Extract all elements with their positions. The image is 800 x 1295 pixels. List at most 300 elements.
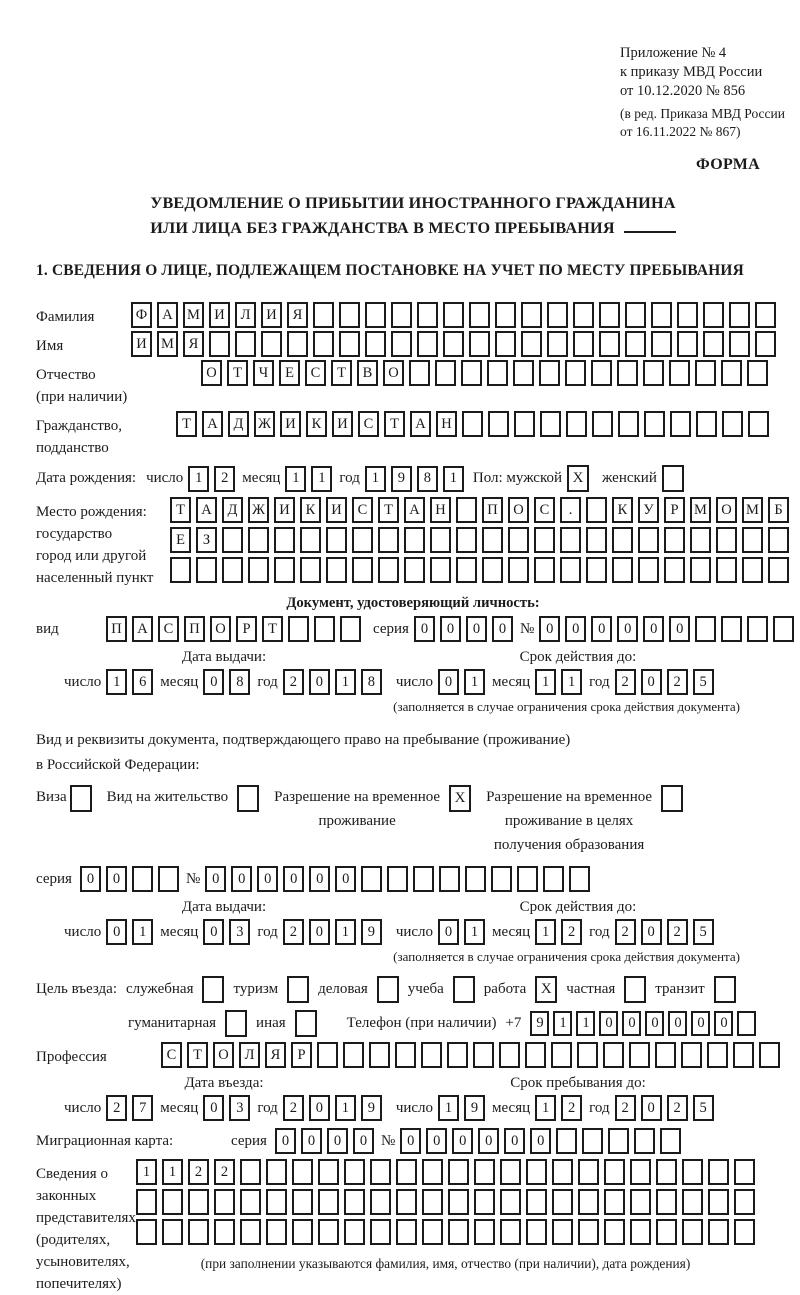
char-box bbox=[300, 527, 321, 553]
char-box: 0 bbox=[400, 1128, 421, 1154]
doc-number-boxes bbox=[539, 616, 794, 642]
option-visa-label: Виза bbox=[36, 789, 67, 805]
day-label: число bbox=[395, 673, 434, 690]
citizenship-label-line1: Гражданство, bbox=[36, 418, 123, 434]
char-box: М bbox=[742, 497, 763, 523]
char-box: И bbox=[280, 411, 301, 437]
char-box: 0 bbox=[106, 919, 127, 945]
char-box: 1 bbox=[106, 669, 127, 695]
option-education-line2: проживание в целях bbox=[504, 813, 634, 829]
issue-month-boxes bbox=[203, 919, 250, 945]
char-box: 8 bbox=[229, 669, 250, 695]
issue-date-caption: Дата выдачи: bbox=[181, 899, 267, 915]
expiry-date-caption: Срок действия до: bbox=[519, 899, 637, 915]
char-box bbox=[500, 1219, 521, 1245]
char-box: 0 bbox=[80, 866, 101, 892]
char-box bbox=[202, 976, 224, 1003]
char-box bbox=[136, 1189, 157, 1215]
year-label: год bbox=[589, 1099, 610, 1116]
option-temp-residence-education bbox=[486, 785, 683, 857]
char-box bbox=[443, 302, 464, 328]
char-box bbox=[313, 331, 334, 357]
char-box: 0 bbox=[203, 669, 224, 695]
expiry-note: (заполняется в случае ограничения срока действия документа) bbox=[393, 949, 740, 964]
birthplace-boxes bbox=[170, 497, 789, 583]
char-box bbox=[695, 616, 716, 642]
expiry-day-boxes bbox=[438, 669, 485, 695]
char-box bbox=[326, 557, 347, 583]
form-title bbox=[36, 191, 790, 241]
doc-series-boxes bbox=[414, 616, 513, 642]
doc-kind-boxes bbox=[106, 616, 361, 642]
char-box: 9 bbox=[391, 466, 412, 492]
day-label: число bbox=[395, 1099, 434, 1116]
char-box bbox=[188, 1219, 209, 1245]
char-box bbox=[443, 331, 464, 357]
char-box bbox=[158, 866, 179, 892]
char-box: 2 bbox=[561, 919, 582, 945]
char-box bbox=[248, 557, 269, 583]
char-box: С bbox=[352, 497, 373, 523]
residence-doc-options bbox=[36, 785, 790, 857]
char-box bbox=[737, 1011, 756, 1036]
char-box: 2 bbox=[106, 1095, 127, 1121]
char-box bbox=[421, 1042, 442, 1068]
char-box bbox=[225, 1010, 247, 1037]
char-box bbox=[543, 866, 564, 892]
char-box bbox=[344, 1189, 365, 1215]
char-box: Т bbox=[187, 1042, 208, 1068]
char-box: У bbox=[638, 497, 659, 523]
char-box bbox=[339, 302, 360, 328]
char-box: 1 bbox=[553, 1011, 572, 1036]
char-box: 9 bbox=[361, 919, 382, 945]
option-education-line1: Разрешение на временное bbox=[486, 789, 653, 805]
char-box: 6 bbox=[132, 669, 153, 695]
char-box bbox=[387, 866, 408, 892]
char-box: 0 bbox=[466, 616, 487, 642]
char-box bbox=[430, 527, 451, 553]
profession-boxes bbox=[161, 1042, 780, 1068]
char-box bbox=[661, 785, 683, 812]
char-box: 0 bbox=[478, 1128, 499, 1154]
firstname-label: Имя bbox=[36, 338, 64, 354]
identity-doc-row bbox=[36, 616, 790, 642]
doc-kind-label: вид bbox=[36, 621, 59, 637]
char-box: 5 bbox=[693, 919, 714, 945]
char-box bbox=[248, 527, 269, 553]
char-box bbox=[655, 1042, 676, 1068]
year-label: год bbox=[257, 1099, 278, 1116]
citizenship-label bbox=[36, 411, 176, 459]
char-box bbox=[682, 1189, 703, 1215]
phone-label: Телефон (при наличии) bbox=[346, 1015, 497, 1031]
char-box bbox=[170, 557, 191, 583]
char-box bbox=[540, 411, 561, 437]
char-box bbox=[547, 331, 568, 357]
char-box: 1 bbox=[464, 919, 485, 945]
char-box bbox=[759, 1042, 780, 1068]
representatives-label-line: (родителях, bbox=[36, 1232, 111, 1248]
char-box bbox=[396, 1189, 417, 1215]
residence-doc-intro-line2: в Российской Федерации: bbox=[36, 757, 200, 773]
representatives-label-line: попечителях) bbox=[36, 1276, 122, 1292]
char-box: 0 bbox=[530, 1128, 551, 1154]
char-box bbox=[352, 557, 373, 583]
char-box: И bbox=[332, 411, 353, 437]
char-box bbox=[604, 1219, 625, 1245]
char-box bbox=[742, 557, 763, 583]
char-box: 2 bbox=[188, 1159, 209, 1185]
char-box bbox=[604, 1189, 625, 1215]
char-box: П bbox=[106, 616, 127, 642]
ref-line: к приказу МВД России bbox=[620, 64, 763, 80]
char-box: 0 bbox=[275, 1128, 296, 1154]
char-box: 0 bbox=[617, 616, 638, 642]
char-box: Е bbox=[170, 527, 191, 553]
char-box bbox=[521, 331, 542, 357]
char-box bbox=[513, 360, 534, 386]
char-box bbox=[508, 527, 529, 553]
char-box: 2 bbox=[283, 919, 304, 945]
char-box: 2 bbox=[615, 1095, 636, 1121]
char-box bbox=[469, 302, 490, 328]
char-box: Р bbox=[236, 616, 257, 642]
char-box bbox=[365, 302, 386, 328]
char-box bbox=[326, 527, 347, 553]
char-box: 0 bbox=[335, 866, 356, 892]
char-box: 0 bbox=[452, 1128, 473, 1154]
month-label: месяц bbox=[492, 673, 531, 690]
char-box bbox=[517, 866, 538, 892]
month-label: месяц bbox=[492, 1099, 531, 1116]
char-box: 0 bbox=[106, 866, 127, 892]
option-residence-permit bbox=[107, 785, 259, 812]
char-box: 0 bbox=[309, 866, 330, 892]
char-box bbox=[318, 1219, 339, 1245]
stay-year-boxes bbox=[615, 1095, 714, 1121]
year-label: год bbox=[589, 673, 610, 690]
identity-doc-heading: Документ, удостоверяющий личность: bbox=[286, 595, 540, 611]
char-box: О bbox=[213, 1042, 234, 1068]
char-box bbox=[288, 616, 309, 642]
patronymic-boxes bbox=[201, 360, 768, 386]
char-box: К bbox=[306, 411, 327, 437]
doc-series-label: серия bbox=[373, 620, 409, 637]
char-box: Т bbox=[170, 497, 191, 523]
char-box bbox=[677, 302, 698, 328]
char-box: О bbox=[210, 616, 231, 642]
char-box: 1 bbox=[136, 1159, 157, 1185]
stay-until-group bbox=[396, 1095, 714, 1121]
surname-label: Фамилия bbox=[36, 309, 95, 325]
purpose-study-label: учеба bbox=[407, 981, 444, 997]
phone-boxes bbox=[530, 1011, 756, 1036]
char-box bbox=[670, 411, 691, 437]
year-label: год bbox=[339, 470, 360, 486]
char-box bbox=[132, 866, 153, 892]
char-box bbox=[378, 527, 399, 553]
year-label: год bbox=[589, 923, 610, 940]
char-box: 0 bbox=[309, 1095, 330, 1121]
char-box bbox=[365, 331, 386, 357]
sex-female-checkbox bbox=[662, 465, 684, 492]
char-box bbox=[716, 527, 737, 553]
char-box: А bbox=[410, 411, 431, 437]
purpose-official-label: служебная bbox=[125, 981, 194, 997]
char-box bbox=[340, 616, 361, 642]
char-box bbox=[551, 1042, 572, 1068]
char-box bbox=[499, 1042, 520, 1068]
char-box bbox=[465, 866, 486, 892]
char-box: 0 bbox=[353, 1128, 374, 1154]
char-box bbox=[734, 1189, 755, 1215]
representatives-label-line: законных bbox=[36, 1188, 97, 1204]
char-box: 0 bbox=[438, 919, 459, 945]
issue-date-group bbox=[64, 669, 382, 695]
char-box: 1 bbox=[365, 466, 386, 492]
char-box bbox=[625, 331, 646, 357]
char-box: Б bbox=[768, 497, 789, 523]
purpose-humanitarian-checkbox bbox=[225, 1010, 247, 1037]
char-box bbox=[317, 1042, 338, 1068]
char-box bbox=[521, 302, 542, 328]
char-box: Я bbox=[265, 1042, 286, 1068]
char-box bbox=[339, 331, 360, 357]
char-box: И bbox=[131, 331, 152, 357]
char-box bbox=[162, 1219, 183, 1245]
char-box: Т bbox=[384, 411, 405, 437]
birth-month-boxes bbox=[285, 466, 332, 492]
representatives-label-line: усыновителях, bbox=[36, 1254, 130, 1270]
char-box bbox=[729, 302, 750, 328]
char-box bbox=[456, 497, 477, 523]
char-box: И bbox=[326, 497, 347, 523]
citizenship-boxes bbox=[176, 411, 769, 437]
surname-boxes bbox=[131, 302, 776, 328]
char-box: X bbox=[535, 976, 557, 1003]
char-box bbox=[552, 1219, 573, 1245]
char-box bbox=[488, 411, 509, 437]
form-title-line2 bbox=[36, 216, 790, 241]
residence-series-boxes bbox=[80, 866, 179, 892]
issue-month-boxes bbox=[203, 669, 250, 695]
form-title-line2-text: ИЛИ ЛИЦА БЕЗ ГРАЖДАНСТВА В МЕСТО ПРЕБЫВАНИЯ bbox=[150, 219, 615, 237]
char-box: 2 bbox=[214, 466, 235, 492]
char-box: Л bbox=[239, 1042, 260, 1068]
purpose-transit-label: транзит bbox=[655, 981, 705, 997]
ref-line: Приложение № 4 bbox=[620, 45, 727, 61]
char-box bbox=[500, 1189, 521, 1215]
char-box bbox=[708, 1189, 729, 1215]
char-box bbox=[768, 527, 789, 553]
form-title-line1: УВЕДОМЛЕНИЕ О ПРИБЫТИИ ИНОСТРАННОГО ГРАЖДАНИНА bbox=[150, 194, 676, 212]
residence-series-label: серия bbox=[36, 870, 72, 887]
char-box: 1 bbox=[335, 1095, 356, 1121]
migration-series-boxes bbox=[275, 1128, 374, 1154]
char-box: М bbox=[183, 302, 204, 328]
char-box: 1 bbox=[335, 669, 356, 695]
char-box bbox=[369, 1042, 390, 1068]
option-temp-residence-education-checkbox bbox=[661, 785, 683, 812]
residence-doc-intro bbox=[36, 728, 790, 778]
patronymic-label-line1: Отчество bbox=[36, 367, 96, 383]
month-label: месяц bbox=[160, 1099, 199, 1116]
char-box: 0 bbox=[231, 866, 252, 892]
char-box bbox=[577, 1042, 598, 1068]
char-box bbox=[608, 1128, 629, 1154]
citizenship-label-line2: подданство bbox=[36, 440, 109, 456]
char-box: Н bbox=[436, 411, 457, 437]
char-box bbox=[448, 1219, 469, 1245]
char-box bbox=[361, 866, 382, 892]
entry-day-boxes bbox=[106, 1095, 153, 1121]
representatives-label-line: представителях bbox=[36, 1210, 136, 1226]
char-box bbox=[404, 527, 425, 553]
char-box bbox=[603, 1042, 624, 1068]
char-box: Н bbox=[430, 497, 451, 523]
char-box bbox=[630, 1219, 651, 1245]
migration-card-row bbox=[36, 1128, 790, 1154]
representatives-note: (при заполнении указываются фамилия, имя, отчество (при наличии), дата рождения) bbox=[200, 1256, 691, 1271]
char-box bbox=[526, 1189, 547, 1215]
char-box: 0 bbox=[504, 1128, 525, 1154]
char-box: 3 bbox=[229, 919, 250, 945]
char-box: С bbox=[305, 360, 326, 386]
char-box: А bbox=[404, 497, 425, 523]
char-box: 1 bbox=[561, 669, 582, 695]
entry-date-caption: Дата въезда: bbox=[184, 1075, 264, 1091]
residence-doc-dates-row bbox=[36, 919, 790, 945]
char-box: М bbox=[157, 331, 178, 357]
birthplace-label bbox=[36, 497, 170, 589]
char-box bbox=[222, 557, 243, 583]
char-box: 2 bbox=[283, 1095, 304, 1121]
char-box bbox=[681, 1042, 702, 1068]
purpose-tourism-checkbox bbox=[287, 976, 309, 1003]
char-box bbox=[196, 557, 217, 583]
migration-number-boxes bbox=[400, 1128, 681, 1154]
char-box: 7 bbox=[132, 1095, 153, 1121]
char-box bbox=[566, 411, 587, 437]
char-box bbox=[582, 1128, 603, 1154]
char-box bbox=[624, 976, 646, 1003]
char-box: Е bbox=[279, 360, 300, 386]
char-box bbox=[721, 616, 742, 642]
char-box bbox=[703, 331, 724, 357]
char-box bbox=[209, 331, 230, 357]
char-box: 0 bbox=[641, 919, 662, 945]
expiry-year-boxes bbox=[615, 669, 714, 695]
char-box bbox=[314, 616, 335, 642]
char-box: X bbox=[567, 465, 589, 492]
entry-date-captions bbox=[36, 1075, 790, 1092]
char-box: Ж bbox=[248, 497, 269, 523]
char-box: Я bbox=[183, 331, 204, 357]
purpose-work-label: работа bbox=[483, 981, 527, 997]
char-box: . bbox=[560, 497, 581, 523]
birthplace-label-line4: населенный пункт bbox=[36, 570, 154, 586]
char-box bbox=[560, 557, 581, 583]
char-box bbox=[378, 557, 399, 583]
char-box bbox=[599, 331, 620, 357]
char-box bbox=[722, 411, 743, 437]
residence-doc-intro-line1: Вид и реквизиты документа, подтверждающего право на пребывание (проживание) bbox=[36, 732, 571, 748]
purpose-other-label: иная bbox=[256, 1015, 286, 1031]
char-box bbox=[473, 1042, 494, 1068]
char-box bbox=[560, 527, 581, 553]
char-box: 2 bbox=[214, 1159, 235, 1185]
char-box bbox=[343, 1042, 364, 1068]
char-box: 0 bbox=[301, 1128, 322, 1154]
char-box bbox=[453, 976, 475, 1003]
char-box bbox=[313, 302, 334, 328]
ref-edit-note bbox=[620, 105, 800, 141]
residence-doc-date-captions bbox=[36, 899, 790, 916]
char-box: 0 bbox=[440, 616, 461, 642]
char-box bbox=[417, 331, 438, 357]
char-box bbox=[222, 527, 243, 553]
char-box: 0 bbox=[438, 669, 459, 695]
char-box bbox=[462, 411, 483, 437]
birthplace-label-line2: государство bbox=[36, 526, 113, 542]
char-box bbox=[629, 1042, 650, 1068]
char-box bbox=[417, 302, 438, 328]
char-box bbox=[422, 1189, 443, 1215]
char-box: Д bbox=[222, 497, 243, 523]
char-box: 0 bbox=[643, 616, 664, 642]
char-box bbox=[573, 331, 594, 357]
birthplace-row2 bbox=[170, 527, 789, 553]
char-box: 1 bbox=[464, 669, 485, 695]
char-box bbox=[618, 411, 639, 437]
purpose-private-checkbox bbox=[624, 976, 646, 1003]
char-box: 1 bbox=[535, 919, 556, 945]
char-box bbox=[690, 527, 711, 553]
char-box bbox=[274, 557, 295, 583]
char-box: 2 bbox=[667, 919, 688, 945]
char-box bbox=[573, 302, 594, 328]
char-box: Р bbox=[291, 1042, 312, 1068]
expiry-note: (заполняется в случае ограничения срока действия документа) bbox=[393, 699, 740, 714]
char-box: 1 bbox=[132, 919, 153, 945]
phone-prefix: +7 bbox=[505, 1015, 522, 1031]
char-box bbox=[318, 1189, 339, 1215]
visit-purpose-row bbox=[36, 976, 790, 1003]
char-box bbox=[409, 360, 430, 386]
char-box: Л bbox=[235, 302, 256, 328]
char-box bbox=[677, 331, 698, 357]
char-box: С bbox=[161, 1042, 182, 1068]
char-box: 0 bbox=[257, 866, 278, 892]
issue-day-boxes bbox=[106, 919, 153, 945]
char-box bbox=[703, 302, 724, 328]
year-label: год bbox=[257, 923, 278, 940]
purpose-tourism-label: туризм bbox=[233, 981, 279, 997]
char-box bbox=[474, 1189, 495, 1215]
char-box: 0 bbox=[565, 616, 586, 642]
char-box bbox=[240, 1219, 261, 1245]
char-box: 0 bbox=[309, 919, 330, 945]
purpose-transit-checkbox bbox=[714, 976, 736, 1003]
char-box bbox=[404, 557, 425, 583]
char-box bbox=[695, 360, 716, 386]
option-visa bbox=[36, 785, 92, 812]
surname-row bbox=[36, 302, 790, 328]
char-box bbox=[721, 360, 742, 386]
char-box: Т bbox=[378, 497, 399, 523]
char-box: 1 bbox=[535, 1095, 556, 1121]
